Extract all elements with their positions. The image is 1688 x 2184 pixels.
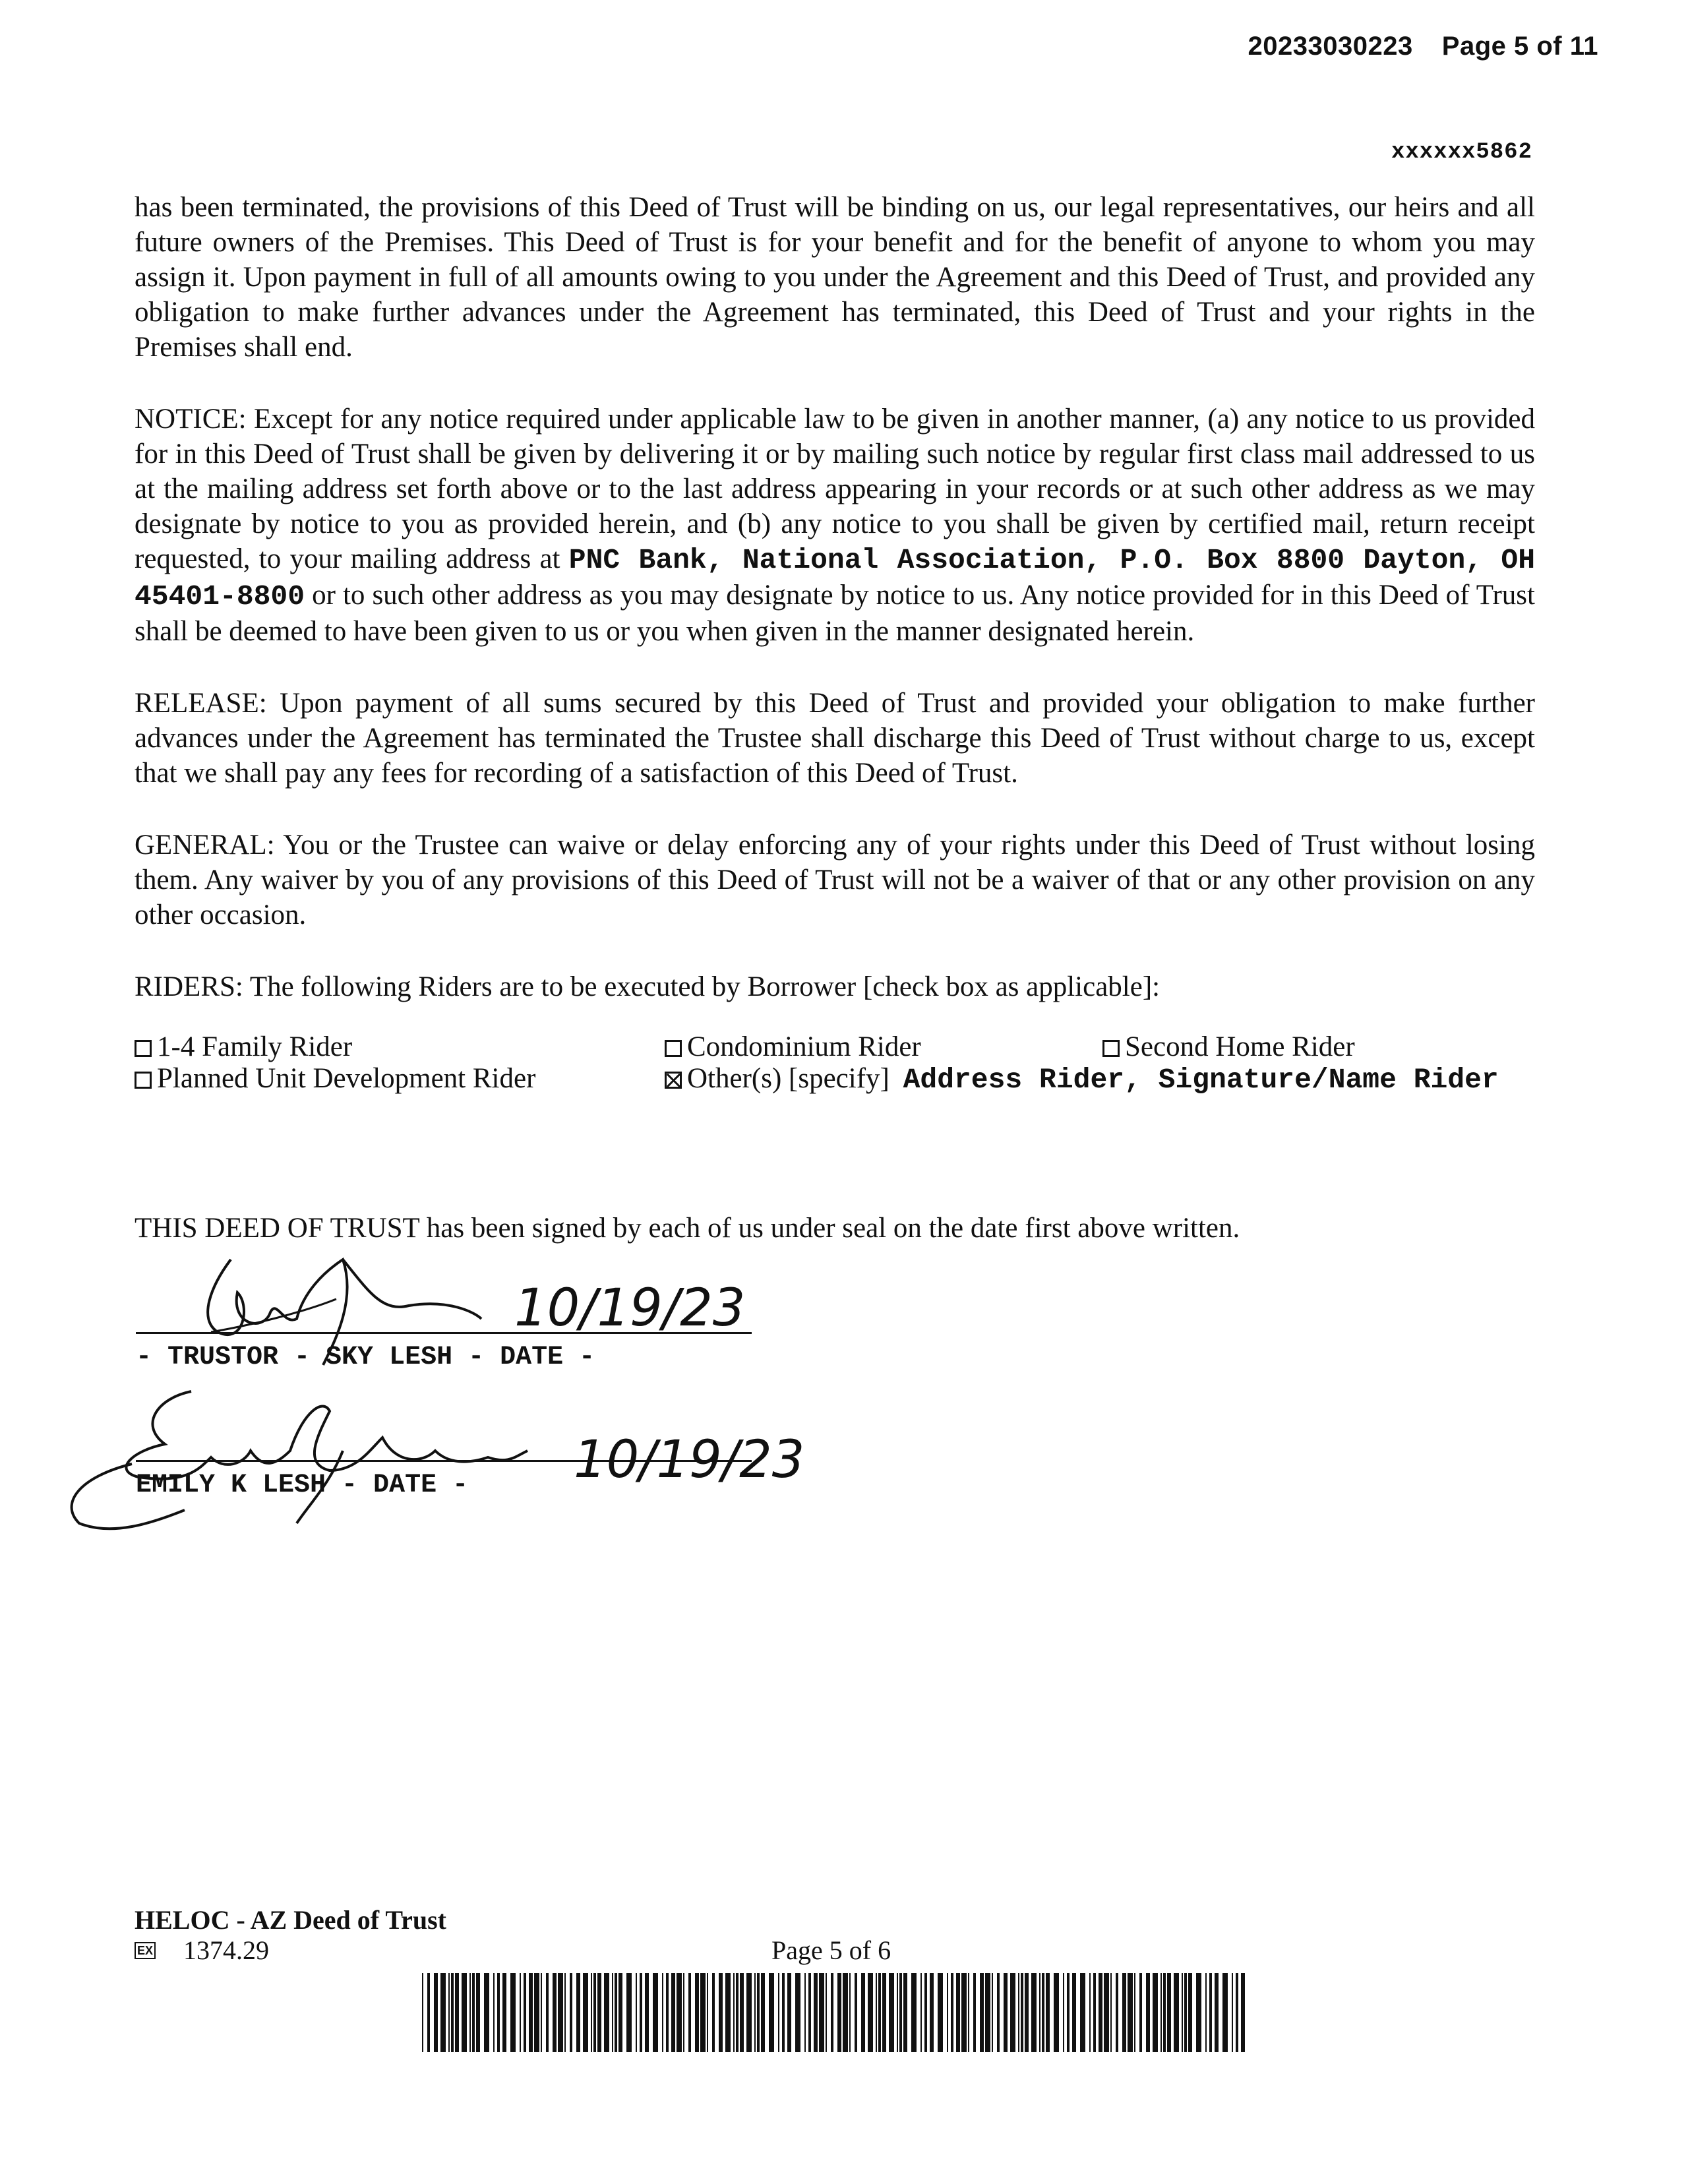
pud-rider-label: Planned Unit Development Rider — [157, 1063, 536, 1094]
release-paragraph: RELEASE: Upon payment of all sums secured by this Deed of Trust and provided your obligation to make further advances under the Agreement has terminated the Trustee shall discharge this Deed of Trust without charge to us, except that we shall pay any fees for recording of a satisfaction of this Deed of Trust. — [135, 688, 1535, 789]
condo-rider-checkbox[interactable] — [665, 1040, 682, 1057]
signature-label-1: - TRUSTOR - SKY LESH - DATE - — [136, 1343, 595, 1372]
riders-checklist — [135, 1031, 1535, 1136]
form-page-label: Page 5 of 6 — [771, 1935, 891, 1965]
other-rider-specify: Address Rider, Signature/Name Rider — [903, 1064, 1499, 1096]
pud-rider-checkbox[interactable] — [135, 1072, 152, 1089]
form-code-row — [135, 1935, 269, 1966]
rider-other — [665, 1062, 1535, 1097]
recording-header — [1248, 32, 1598, 61]
signature-sky-lesh — [171, 1233, 752, 1378]
notice-text-a: NOTICE: Except for any notice required under applicable law to be given in another manner, (a) any notice to us provided for in this Deed of Trust shall be given by delivering it or by mailing such notice by regular first class mail addressed to us at the mailing address set forth above or to the last address appearing in your records or at such other address as we may designate by notice to you as provided herein, and (b) any notice to you shall be given by certified mail, return receipt requested, to your mailing address at — [135, 404, 1535, 574]
signing-statement: THIS DEED OF TRUST has been signed by each of us under seal on the date first above written. — [135, 1213, 1240, 1244]
ex-logo-icon: EX — [135, 1942, 156, 1959]
notice-paragraph — [135, 402, 1535, 649]
rider-pud — [135, 1062, 535, 1095]
other-rider-label: Other(s) [specify] — [687, 1063, 889, 1094]
second-home-rider-label: Second Home Rider — [1125, 1031, 1355, 1062]
sky-lesh-date-handwritten: 10/19/23 — [514, 1279, 746, 1338]
condo-rider-label: Condominium Rider — [687, 1031, 921, 1062]
continuation-paragraph: has been terminated, the provisions of this Deed of Trust will be binding on us, our legal representatives, our heirs and all future owners of the Premises. This Deed of Trust is for your benefit and for the benefit of anyone to whom you may assign it. Upon payment in full of all amounts owing to you under the Agreement and this Deed of Trust, and provided any obligation to make further advances under the Agreement has terminated, this Deed of Trust and your rights in the Premises shall end. — [135, 192, 1535, 363]
rider-second-home — [1102, 1031, 1355, 1064]
rider-condo — [665, 1031, 921, 1064]
notice-mailing-address: PNC Bank, National Association, P.O. Box 8800 Dayton, OH 45401-8800 — [135, 544, 1535, 613]
signature-label-2: EMILY K LESH - DATE - — [136, 1471, 469, 1500]
emily-lesh-date-handwritten: 10/19/23 — [574, 1430, 805, 1490]
document-number: 20233030223 — [1248, 32, 1413, 61]
signature-emily-lesh — [53, 1372, 805, 1530]
account-reference: xxxxxx5862 — [1391, 140, 1532, 165]
rider-family — [135, 1031, 352, 1064]
second-home-rider-checkbox[interactable] — [1102, 1040, 1120, 1057]
barcode-icon — [422, 1973, 1253, 2052]
document-body — [135, 190, 1535, 1136]
family-rider-label: 1-4 Family Rider — [157, 1031, 353, 1062]
form-title: HELOC - AZ Deed of Trust — [135, 1905, 446, 1935]
riders-intro: RIDERS: The following Riders are to be executed by Borrower [check box as applicable]: — [135, 971, 1160, 1002]
other-rider-checkbox[interactable] — [665, 1072, 682, 1089]
recording-page-label: Page 5 of 11 — [1441, 32, 1598, 61]
form-code: 1374.29 — [183, 1935, 270, 1965]
general-paragraph: GENERAL: You or the Trustee can waive or delay enforcing any of your rights under this Deed of Trust without losing them. Any waiver by you of any provisions of this Deed of Trust will not be a waiver of that or any other provision on any other occasion. — [135, 830, 1535, 930]
notice-text-b: or to such other address as you may designate by notice to us. Any notice provided for in this Deed of Trust shall be deemed to have been given to us or you when given in the manner designated herein. — [135, 580, 1535, 647]
family-rider-checkbox[interactable] — [135, 1040, 152, 1057]
